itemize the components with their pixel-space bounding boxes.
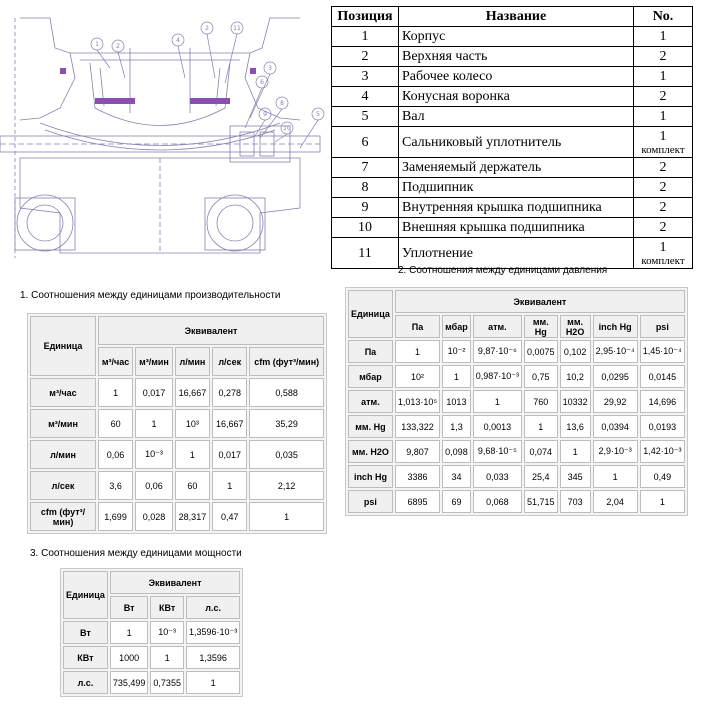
table-cell: 0,47 <box>212 502 247 531</box>
column-header: cfm (фут³/мин) <box>249 347 324 376</box>
column-header: атм. <box>473 315 522 338</box>
part-position: 7 <box>332 158 399 178</box>
part-name: Корпус <box>399 27 634 47</box>
table-cell: 1 <box>186 671 240 694</box>
row-header: cfm (фут³/мин) <box>30 502 96 531</box>
table-cell: 51,715 <box>524 490 558 513</box>
table-cell: 0,0193 <box>640 415 685 438</box>
table-cell: 60 <box>175 471 210 500</box>
table-row <box>30 409 324 438</box>
table-cell: 1 <box>524 415 558 438</box>
parts-row <box>332 127 693 158</box>
table-cell: 1,013·10⁵ <box>395 390 440 413</box>
table-cell: 16,667 <box>212 409 247 438</box>
equivalent-header: Эквивалент <box>110 571 240 594</box>
part-position: 3 <box>332 67 399 87</box>
table-row <box>30 440 324 469</box>
table-cell: 0,074 <box>524 440 558 463</box>
part-count-value: 2 <box>659 89 667 104</box>
table-cell: 34 <box>442 465 471 488</box>
table-cell: 10³ <box>175 409 210 438</box>
part-name: Вал <box>399 107 634 127</box>
table-cell: 0,06 <box>98 440 133 469</box>
table-cell: 0,017 <box>135 378 173 407</box>
part-count-value: 2 <box>659 220 667 235</box>
parts-row <box>332 87 693 107</box>
part-position: 9 <box>332 198 399 218</box>
parts-row <box>332 218 693 238</box>
svg-text:10: 10 <box>283 125 291 132</box>
row-header: psi <box>348 490 393 513</box>
part-count-value: 1 <box>659 69 667 84</box>
part-name: Внешняя крышка подшипника <box>399 218 634 238</box>
table-row <box>63 671 240 694</box>
part-position: 8 <box>332 178 399 198</box>
unit-header: Единица <box>30 316 96 376</box>
table-cell: 1,699 <box>98 502 133 531</box>
svg-text:8: 8 <box>280 100 284 107</box>
table-cell: 1 <box>473 390 522 413</box>
row-header: Вт <box>63 621 108 644</box>
svg-text:5: 5 <box>316 111 320 118</box>
part-name: Конусная воронка <box>399 87 634 107</box>
table-row <box>348 365 685 388</box>
row-header: л.с. <box>63 671 108 694</box>
part-count <box>634 87 693 107</box>
table-cell: 760 <box>524 390 558 413</box>
part-name: Подшипник <box>399 178 634 198</box>
table-cell: 2,12 <box>249 471 324 500</box>
part-count-unit: комплект <box>641 144 685 156</box>
table-cell: 0,017 <box>212 440 247 469</box>
pressure-table <box>345 287 688 516</box>
part-count <box>634 107 693 127</box>
table-cell: 1,3 <box>442 415 471 438</box>
svg-text:4: 4 <box>176 37 180 44</box>
power-table <box>60 568 243 697</box>
column-header-row <box>348 315 685 338</box>
table-row <box>63 621 240 644</box>
part-count-value: 1 <box>659 129 667 144</box>
table-cell: 9,807 <box>395 440 440 463</box>
part-count-value: 2 <box>659 200 667 215</box>
table-cell: 13,6 <box>560 415 591 438</box>
parts-row <box>332 158 693 178</box>
part-name: Рабочее колесо <box>399 67 634 87</box>
row-header: inch Hg <box>348 465 393 488</box>
table-cell: 3386 <box>395 465 440 488</box>
table-cell: 1 <box>249 502 324 531</box>
part-count <box>634 27 693 47</box>
table-cell: 0,7355 <box>150 671 184 694</box>
table-cell: 0,0145 <box>640 365 685 388</box>
power-caption: 3. Соотношения между единицами мощности <box>30 548 242 559</box>
row-header: м³/час <box>30 378 96 407</box>
part-name: Верхняя часть <box>399 47 634 67</box>
part-count-value: 2 <box>659 160 667 175</box>
table-cell: 0,0013 <box>473 415 522 438</box>
part-count-value: 2 <box>659 49 667 64</box>
unit-header: Единица <box>63 571 108 619</box>
table-cell: 0,028 <box>135 502 173 531</box>
table-row <box>348 340 685 363</box>
parts-header-row <box>332 7 693 27</box>
table-cell: 0,0075 <box>524 340 558 363</box>
part-count <box>634 238 693 269</box>
table-cell: 1 <box>135 409 173 438</box>
column-header: м³/час <box>98 347 133 376</box>
table-cell: 1 <box>110 621 149 644</box>
column-header-name: Название <box>399 7 634 27</box>
svg-text:9: 9 <box>263 111 267 118</box>
table-cell: 10,2 <box>560 365 591 388</box>
column-header: л/мин <box>175 347 210 376</box>
row-header: м³/мин <box>30 409 96 438</box>
table-cell: 1,3596·10⁻³ <box>186 621 240 644</box>
table-cell: 0,033 <box>473 465 522 488</box>
column-header-position: Позиция <box>332 7 399 27</box>
svg-text:2: 2 <box>116 43 120 50</box>
table-cell: 29,92 <box>593 390 638 413</box>
pump-cross-section-drawing <box>0 8 328 263</box>
part-count <box>634 178 693 198</box>
part-count <box>634 67 693 87</box>
table-cell: 0,588 <box>249 378 324 407</box>
part-count-value: 1 <box>659 240 667 255</box>
table-row <box>348 390 685 413</box>
column-header: КВт <box>150 596 184 619</box>
parts-row <box>332 178 693 198</box>
table-cell: 1 <box>442 365 471 388</box>
svg-text:3: 3 <box>268 65 272 72</box>
table-cell: 10⁻² <box>442 340 471 363</box>
svg-text:1: 1 <box>95 41 99 48</box>
table-cell: 2,9·10⁻³ <box>593 440 638 463</box>
unit-header: Единица <box>348 290 393 338</box>
table-cell: 2,95·10⁻⁴ <box>593 340 638 363</box>
row-header: л/мин <box>30 440 96 469</box>
table-cell: 0,068 <box>473 490 522 513</box>
pressure-caption: 2. Соотношения между единицами давления <box>398 265 608 276</box>
table-row <box>30 378 324 407</box>
part-position: 4 <box>332 87 399 107</box>
table-cell: 1,3596 <box>186 646 240 669</box>
part-count <box>634 198 693 218</box>
part-name: Заменяемый держатель <box>399 158 634 178</box>
part-position: 5 <box>332 107 399 127</box>
table-cell: 1 <box>640 490 685 513</box>
parts-row <box>332 27 693 47</box>
table-cell: 9,68·10⁻⁵ <box>473 440 522 463</box>
column-header: мбар <box>442 315 471 338</box>
productivity-table <box>27 313 327 534</box>
part-name: Сальниковый уплотнитель <box>399 127 634 158</box>
table-cell: 0,278 <box>212 378 247 407</box>
productivity-caption: 1. Соотношения между единицами производительности <box>20 290 281 301</box>
parts-row <box>332 198 693 218</box>
table-cell: 9,87·10⁻⁶ <box>473 340 522 363</box>
parts-row <box>332 67 693 87</box>
table-cell: 69 <box>442 490 471 513</box>
table-cell: 2,04 <box>593 490 638 513</box>
part-name: Внутренняя крышка подшипника <box>399 198 634 218</box>
part-count <box>634 127 693 158</box>
part-position: 1 <box>332 27 399 47</box>
table-cell: 10² <box>395 365 440 388</box>
table-cell: 1 <box>150 646 184 669</box>
svg-text:11: 11 <box>233 25 241 32</box>
table-row <box>348 465 685 488</box>
table-cell: 0,49 <box>640 465 685 488</box>
table-cell: 0,0394 <box>593 415 638 438</box>
column-header: psi <box>640 315 685 338</box>
column-header-number: No. <box>634 7 693 27</box>
equivalent-header: Эквивалент <box>395 290 685 313</box>
part-position: 10 <box>332 218 399 238</box>
table-cell: 703 <box>560 490 591 513</box>
table-cell: 735,499 <box>110 671 149 694</box>
table-row <box>30 502 324 531</box>
table-cell: 1000 <box>110 646 149 669</box>
table-cell: 35,29 <box>249 409 324 438</box>
part-count-unit: комплект <box>641 255 685 267</box>
table-cell: 0,098 <box>442 440 471 463</box>
table-cell: 10332 <box>560 390 591 413</box>
table-cell: 14,696 <box>640 390 685 413</box>
column-header: Вт <box>110 596 149 619</box>
table-cell: 1 <box>395 340 440 363</box>
header-row <box>63 571 240 594</box>
part-count-value: 1 <box>659 109 667 124</box>
table-cell: 0,102 <box>560 340 591 363</box>
table-cell: 1 <box>560 440 591 463</box>
column-header: м³/мин <box>135 347 173 376</box>
parts-table <box>331 6 693 269</box>
part-position: 2 <box>332 47 399 67</box>
table-cell: 0,06 <box>135 471 173 500</box>
table-cell: 60 <box>98 409 133 438</box>
header-row <box>30 316 324 345</box>
part-count-value: 1 <box>659 29 667 44</box>
part-count <box>634 158 693 178</box>
column-header: мм. Hg <box>524 315 558 338</box>
table-cell: 1,42·10⁻³ <box>640 440 685 463</box>
table-cell: 0,0295 <box>593 365 638 388</box>
part-name: Уплотнение <box>399 238 634 269</box>
column-header: Па <box>395 315 440 338</box>
table-row <box>348 490 685 513</box>
header-row <box>348 290 685 313</box>
column-header: л/сек <box>212 347 247 376</box>
part-position: 11 <box>332 238 399 269</box>
table-cell: 1013 <box>442 390 471 413</box>
table-cell: 1 <box>175 440 210 469</box>
table-row <box>30 471 324 500</box>
row-header: л/сек <box>30 471 96 500</box>
table-cell: 0,035 <box>249 440 324 469</box>
table-cell: 133,322 <box>395 415 440 438</box>
table-cell: 0,987·10⁻³ <box>473 365 522 388</box>
table-row <box>348 440 685 463</box>
table-cell: 25,4 <box>524 465 558 488</box>
table-row <box>63 646 240 669</box>
table-cell: 0,75 <box>524 365 558 388</box>
table-cell: 10⁻³ <box>135 440 173 469</box>
table-cell: 1 <box>212 471 247 500</box>
column-header: л.с. <box>186 596 240 619</box>
table-cell: 1 <box>593 465 638 488</box>
part-count <box>634 218 693 238</box>
svg-text:2: 2 <box>205 25 209 32</box>
table-cell: 10⁻³ <box>150 621 184 644</box>
row-header: Па <box>348 340 393 363</box>
part-position: 6 <box>332 127 399 158</box>
row-header: мм. Hg <box>348 415 393 438</box>
row-header: мм. H2O <box>348 440 393 463</box>
table-cell: 1,45·10⁻⁴ <box>640 340 685 363</box>
table-cell: 345 <box>560 465 591 488</box>
table-cell: 3,6 <box>98 471 133 500</box>
table-cell: 1 <box>98 378 133 407</box>
column-header: мм. H2O <box>560 315 591 338</box>
row-header: мбар <box>348 365 393 388</box>
parts-row <box>332 107 693 127</box>
equivalent-header: Эквивалент <box>98 316 324 345</box>
table-cell: 28,317 <box>175 502 210 531</box>
row-header: атм. <box>348 390 393 413</box>
row-header: КВт <box>63 646 108 669</box>
parts-row <box>332 238 693 269</box>
part-count-value: 2 <box>659 180 667 195</box>
svg-text:6: 6 <box>260 79 264 86</box>
part-count <box>634 47 693 67</box>
table-cell: 16,667 <box>175 378 210 407</box>
parts-row <box>332 47 693 67</box>
table-cell: 6895 <box>395 490 440 513</box>
table-row <box>348 415 685 438</box>
column-header: inch Hg <box>593 315 638 338</box>
